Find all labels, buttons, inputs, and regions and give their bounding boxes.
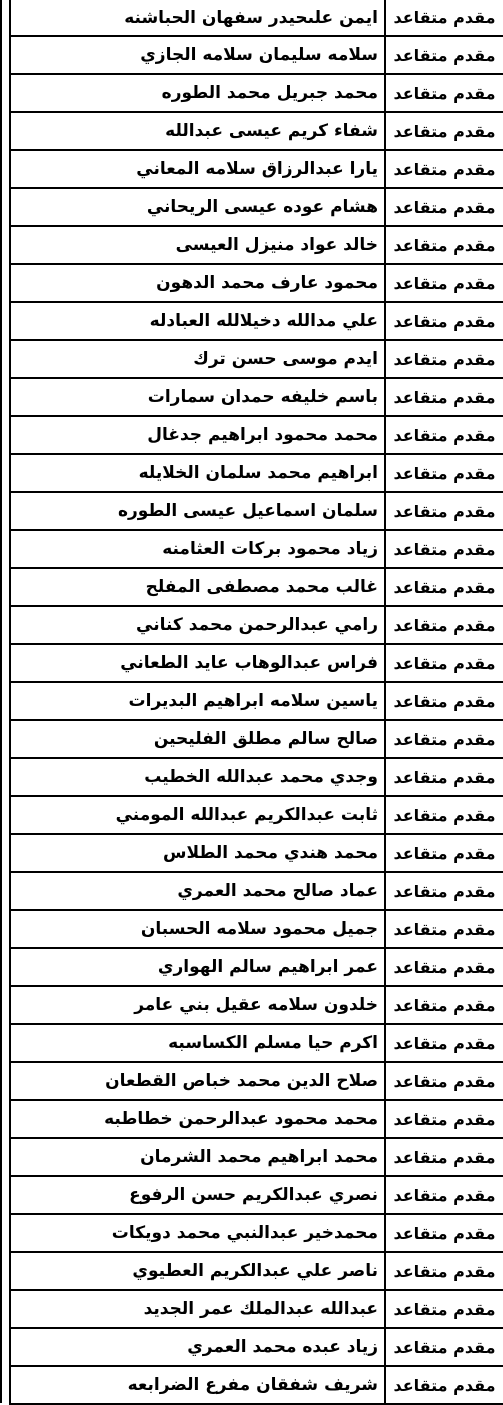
rank-cell: مقدم متقاعد — [384, 987, 503, 1023]
rank-cell: مقدم متقاعد — [384, 417, 503, 453]
table-row — [11, 1253, 503, 1291]
name-cell: محمد محمود عبدالرحمن خطاطبه — [104, 1109, 378, 1129]
name-cell: محمد جبريل محمد الطوره — [161, 83, 378, 103]
rank-cell: مقدم متقاعد — [384, 1291, 503, 1327]
table-row — [11, 1063, 503, 1101]
table-row — [11, 645, 503, 683]
rank-cell: مقدم متقاعد — [384, 835, 503, 871]
table-row — [11, 303, 503, 341]
rank-cell: مقدم متقاعد — [384, 189, 503, 225]
table-row — [11, 683, 503, 721]
table-row — [11, 75, 503, 113]
rank-cell: مقدم متقاعد — [384, 455, 503, 491]
table-row — [11, 531, 503, 569]
rank-cell: مقدم متقاعد — [384, 1215, 503, 1251]
table-row — [11, 835, 503, 873]
rank-cell: مقدم متقاعد — [384, 569, 503, 605]
table-row — [11, 1139, 503, 1177]
table-row — [11, 227, 503, 265]
table-row — [11, 1101, 503, 1139]
table-row — [11, 379, 503, 417]
name-cell: ناصر علي عبدالكريم العطيوي — [132, 1261, 378, 1281]
rank-cell: مقدم متقاعد — [384, 1101, 503, 1137]
rank-cell: مقدم متقاعد — [384, 379, 503, 415]
name-cell: ايدم موسى حسن ترك — [193, 349, 378, 369]
table-row — [11, 721, 503, 759]
table-row — [11, 493, 503, 531]
name-cell: محمد محمود ابراهيم جدغال — [147, 425, 378, 445]
table-row — [11, 797, 503, 835]
table-row — [11, 455, 503, 493]
personnel-table — [9, 0, 503, 1405]
name-cell: سلامه سليمان سلامه الجازي — [140, 45, 378, 65]
table-row — [11, 1177, 503, 1215]
rank-cell: مقدم متقاعد — [384, 645, 503, 681]
name-cell: يارا عبدالرزاق سلامه المعاني — [136, 159, 378, 179]
rank-cell: مقدم متقاعد — [384, 113, 503, 149]
rank-cell: مقدم متقاعد — [384, 759, 503, 795]
name-cell: ياسين سلامه ابراهيم البديرات — [128, 691, 378, 711]
rank-cell: مقدم متقاعد — [384, 227, 503, 263]
name-cell: جميل محمود سلامه الحسبان — [140, 919, 378, 939]
table-row — [11, 189, 503, 227]
name-cell: خالد عواد منيزل العيسى — [175, 235, 378, 255]
table-row — [11, 1215, 503, 1253]
name-cell: محمدخير عبدالنبي محمد دويكات — [111, 1223, 378, 1243]
name-cell: فراس عبدالوهاب عايد الطعاني — [120, 653, 378, 673]
rank-cell: مقدم متقاعد — [384, 531, 503, 567]
rank-cell: مقدم متقاعد — [384, 949, 503, 985]
name-cell: علي مدالله دخيلالله العبادله — [149, 311, 378, 331]
table-row — [11, 341, 503, 379]
name-cell: هشام عوده عيسى الريحاني — [146, 197, 378, 217]
rank-cell: مقدم متقاعد — [384, 37, 503, 73]
table-row — [11, 1025, 503, 1063]
name-cell: شفاء كريم عيسى عبدالله — [165, 121, 378, 141]
table-row — [11, 987, 503, 1025]
rank-cell: مقدم متقاعد — [384, 75, 503, 111]
name-cell: صالح سالم مطلق الفليحين — [153, 729, 378, 749]
table-row — [11, 873, 503, 911]
name-cell: وجدي محمد عبدالله الخطيب — [144, 767, 378, 787]
name-cell: محمود عارف محمد الدهون — [156, 273, 378, 293]
name-cell: شريف شفقان مفرع الضرابعه — [127, 1375, 378, 1395]
name-cell: باسم خليفه حمدان سمارات — [147, 387, 378, 407]
name-cell: خلدون سلامه عقيل بني عامر — [134, 995, 378, 1015]
table-row — [11, 569, 503, 607]
rank-cell: مقدم متقاعد — [384, 1177, 503, 1213]
rank-cell: مقدم متقاعد — [384, 1253, 503, 1289]
rank-cell: مقدم متقاعد — [384, 607, 503, 643]
table-row — [11, 911, 503, 949]
table-row — [11, 113, 503, 151]
rank-cell: مقدم متقاعد — [384, 1367, 503, 1403]
name-cell: ثابت عبدالكريم عبدالله المومني — [115, 805, 378, 825]
name-cell: نصري عبدالكريم حسن الرفوع — [129, 1185, 378, 1205]
table-row — [11, 759, 503, 797]
rank-cell: مقدم متقاعد — [384, 265, 503, 301]
rank-cell: مقدم متقاعد — [384, 721, 503, 757]
rank-cell: مقدم متقاعد — [384, 0, 503, 35]
rank-cell: مقدم متقاعد — [384, 683, 503, 719]
name-cell: محمد هندي محمد الطلاس — [162, 843, 378, 863]
name-cell: غالب محمد مصطفى المفلح — [145, 577, 378, 597]
name-cell: اكرم حيا مسلم الكساسبه — [168, 1033, 378, 1053]
rank-cell: مقدم متقاعد — [384, 1329, 503, 1365]
rank-cell: مقدم متقاعد — [384, 911, 503, 947]
name-cell: سلمان اسماعيل عيسى الطوره — [117, 501, 378, 521]
table-row — [11, 949, 503, 987]
rank-cell: مقدم متقاعد — [384, 1025, 503, 1061]
table-row — [11, 1291, 503, 1329]
name-cell: عماد صالح محمد العمري — [177, 881, 378, 901]
name-cell: ايمن علىحيدر سفهان الحباشنه — [124, 7, 378, 28]
rank-cell: مقدم متقاعد — [384, 151, 503, 187]
table-row — [11, 0, 503, 37]
rank-cell: مقدم متقاعد — [384, 1139, 503, 1175]
name-cell: زياد عبده محمد العمري — [187, 1337, 378, 1357]
rank-cell: مقدم متقاعد — [384, 1063, 503, 1099]
name-cell: عبدالله عبدالملك عمر الجديد — [143, 1299, 378, 1319]
name-cell: صلاح الدين محمد خباص القطعان — [105, 1071, 378, 1091]
rank-cell: مقدم متقاعد — [384, 873, 503, 909]
table-row — [11, 1329, 503, 1367]
name-cell: زياد محمود بركات العثامنه — [162, 539, 378, 559]
table-row — [11, 151, 503, 189]
rank-cell: مقدم متقاعد — [384, 493, 503, 529]
left-table-border-fragment — [0, 0, 2, 1403]
name-cell: ابراهيم محمد سلمان الخلايله — [138, 463, 378, 483]
rank-cell: مقدم متقاعد — [384, 341, 503, 377]
table-row — [11, 607, 503, 645]
table-row — [11, 1367, 503, 1405]
name-cell: رامي عبدالرحمن محمد كناني — [136, 615, 378, 635]
table-row — [11, 37, 503, 75]
rank-cell: مقدم متقاعد — [384, 797, 503, 833]
table-row — [11, 265, 503, 303]
name-cell: محمد ابراهيم محمد الشرمان — [140, 1147, 378, 1167]
name-cell: عمر ابراهيم سالم الهواري — [157, 957, 378, 977]
table-row — [11, 417, 503, 455]
rank-cell: مقدم متقاعد — [384, 303, 503, 339]
